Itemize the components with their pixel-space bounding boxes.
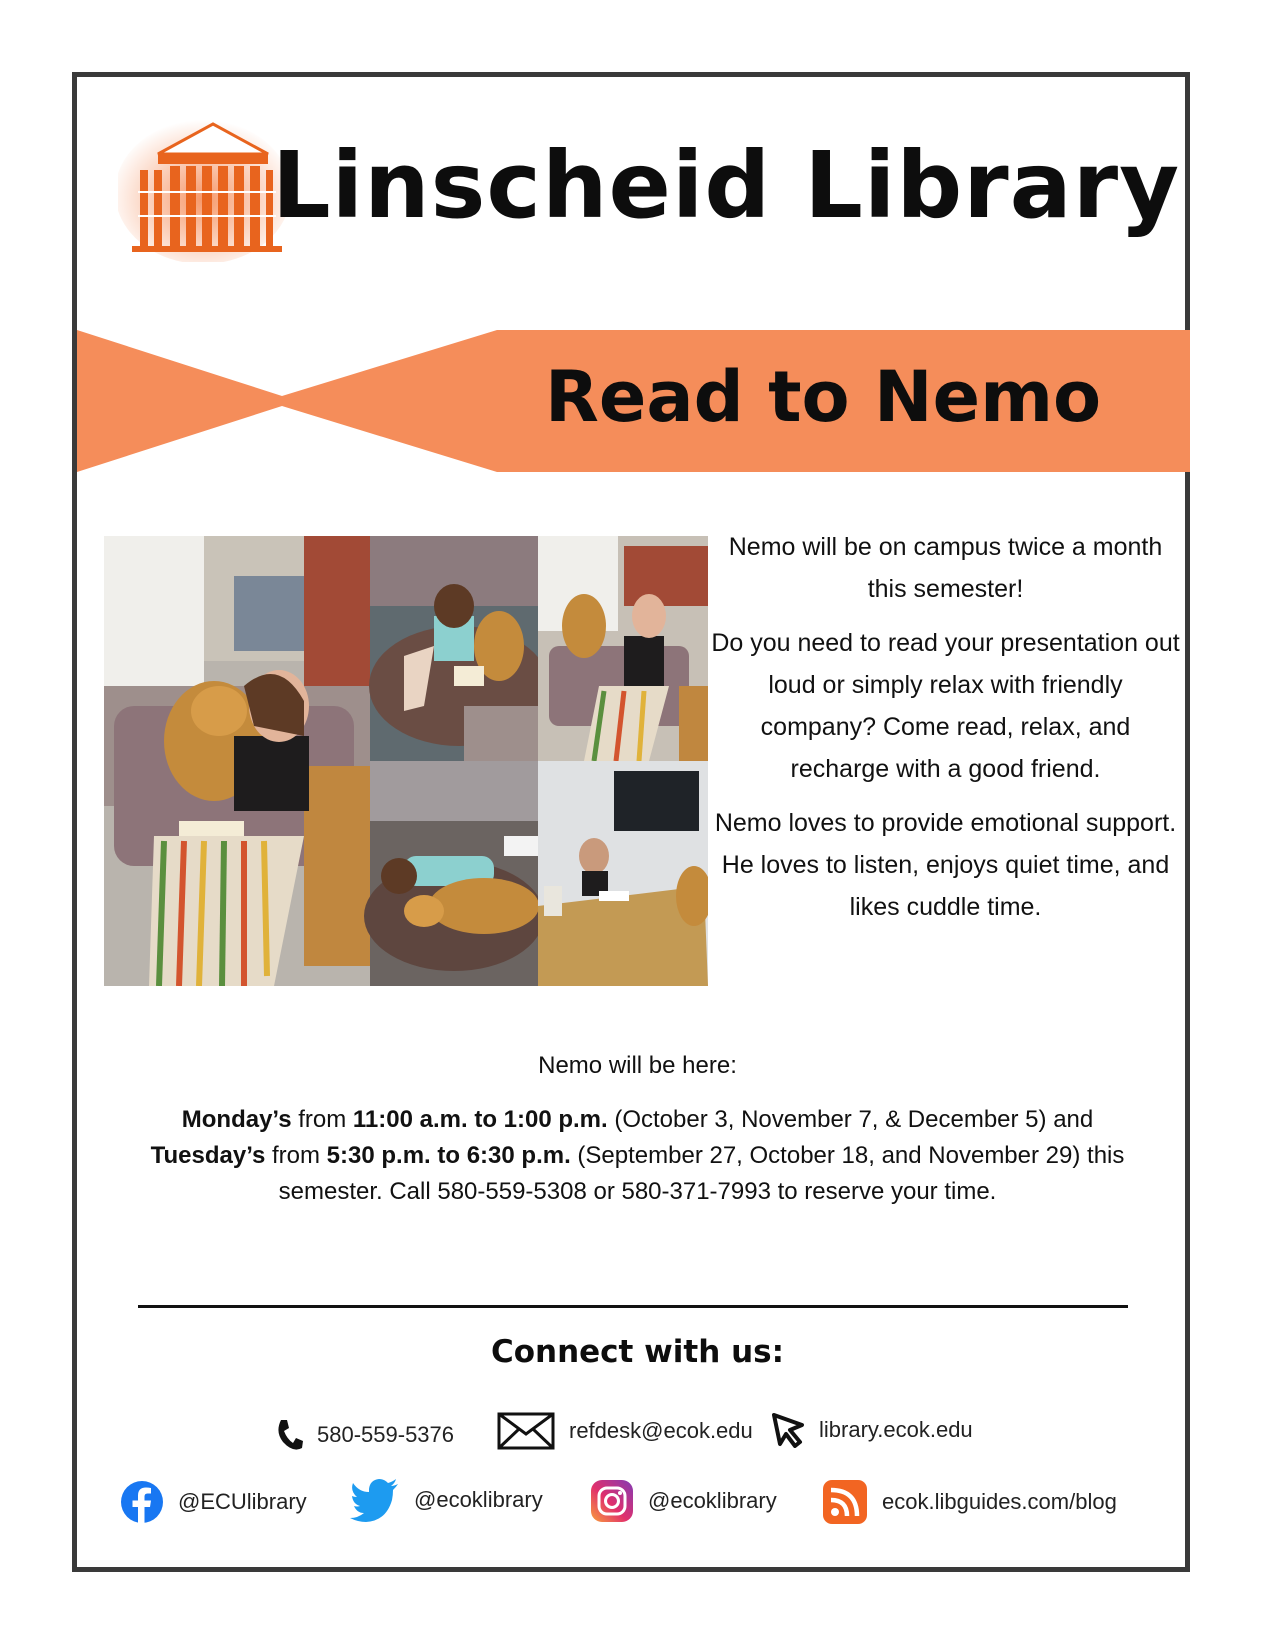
monday-time: 11:00 a.m. to 1:00 p.m. [352,1106,608,1133]
reservation-info: semester. Call 580-559-5308 or 580-371-7993 to reserve your time. [278,1178,997,1205]
cursor-icon [771,1412,805,1448]
tuesday-dates: (September 27, October 18, and November 29) this [570,1142,1125,1169]
instagram-handle: @ecoklibrary [648,1488,777,1513]
from-text: from [291,1106,353,1133]
contact-blog[interactable] [822,1479,1117,1525]
connect-title: Connect with us: [490,1334,785,1370]
phone-text: 580-559-5376 [317,1422,455,1447]
instagram-icon [590,1479,634,1523]
photo-lying-with-dog [364,761,544,986]
email-text: refdesk@ecok.edu [569,1418,753,1443]
monday-dates: (October 3, November 7, & December 5) and [607,1106,1094,1133]
phone-icon [275,1418,303,1452]
library-building-logo [118,112,296,262]
contact-phone[interactable] [275,1418,454,1452]
description-paragraph: Nemo will be on campus twice a month this semester! [728,533,1163,603]
contact-facebook[interactable] [120,1480,307,1524]
photo-at-table [538,761,708,986]
schedule-intro: Nemo will be here: [538,1052,737,1079]
description-paragraph: Do you need to read your presentation out loud or simply relax with friendly company? Come read, relax, and recharge with a good friend. [711,629,1180,783]
facebook-handle: @ECUlibrary [178,1489,307,1514]
website-text: library.ecok.edu [819,1417,973,1442]
contact-twitter[interactable] [350,1478,543,1522]
photo-reading-on-couch [104,536,370,986]
photo-reading-with-dog [538,536,708,761]
tuesday-time: 5:30 p.m. to 6:30 p.m. [326,1142,571,1169]
contact-email[interactable] [497,1412,753,1450]
schedule-details [90,1102,1185,1210]
twitter-icon [350,1478,400,1522]
event-title: Read to Nemo [545,356,1102,438]
twitter-handle: @ecoklibrary [414,1487,543,1512]
facebook-icon [120,1480,164,1524]
from-text: from [265,1142,327,1169]
monday-label: Monday’s [181,1106,292,1133]
photo-reading-on-floor [369,536,549,761]
rss-icon [822,1479,868,1525]
description-paragraph: Nemo loves to provide emotional support. He loves to listen, enjoys quiet time, and likes cuddle time. [714,809,1177,921]
divider [138,1305,1128,1308]
contact-website[interactable] [771,1412,973,1448]
tuesday-label: Tuesday’s [150,1142,266,1169]
photo-collage [104,536,708,986]
contact-instagram[interactable] [590,1479,777,1523]
event-description [708,526,1183,940]
blog-text: ecok.libguides.com/blog [882,1489,1117,1514]
library-name: Linscheid Library [272,132,1181,239]
envelope-icon [497,1412,555,1450]
